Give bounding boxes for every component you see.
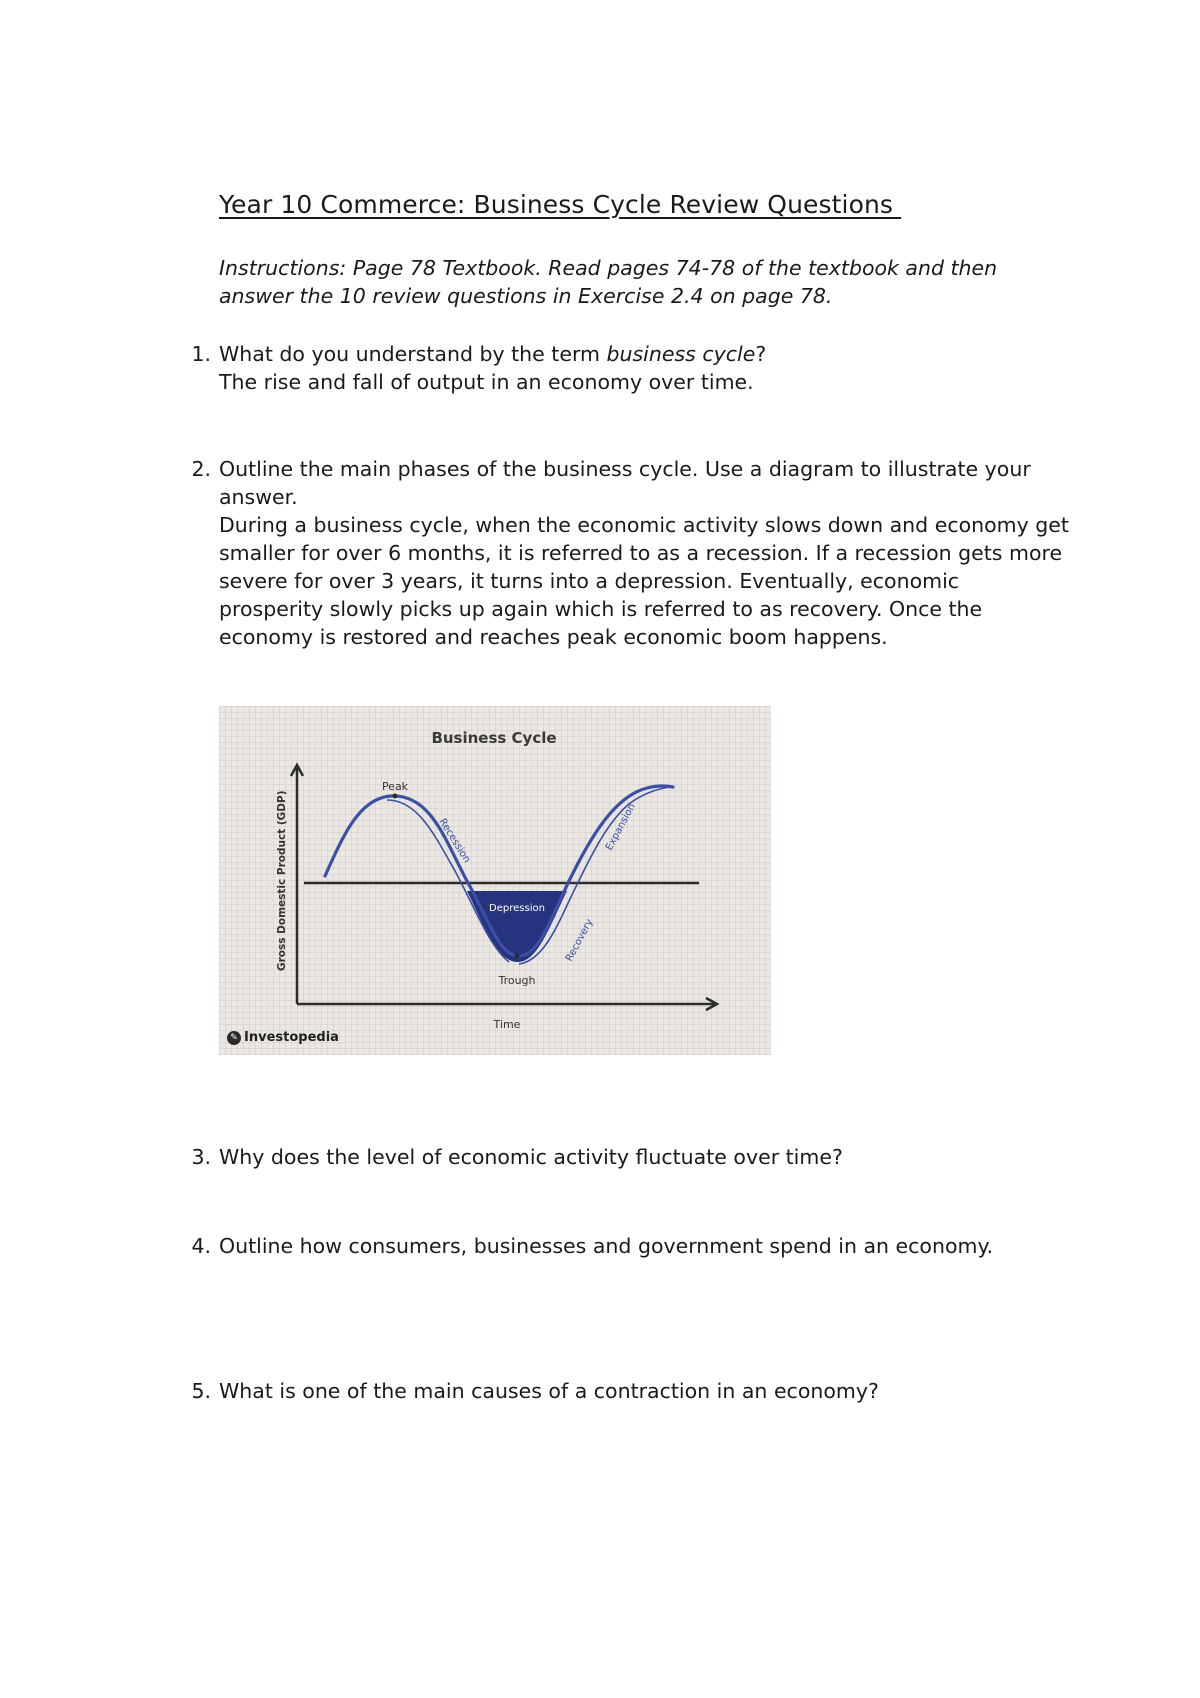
business-cycle-diagram [219,706,771,1055]
investopedia-icon: ✎ [227,1031,241,1045]
question-text: Outline how consumers, businesses and government spend in an economy. [219,1234,994,1258]
trough-label: Trough [498,974,536,987]
business-cycle-svg [219,706,771,1055]
x-axis-label: Time [493,1018,521,1031]
depression-label: Depression [489,903,545,914]
question-text: Outline the main phases of the business cycle. Use a diagram to illustrate your answer. [219,457,1031,509]
expansion-label: Expansion [603,801,638,853]
answer-text: The rise and fall of output in an economy over time. [219,370,754,394]
document-title: Year 10 Commerce: Business Cycle Review Questions [219,190,902,219]
question-number: 4. [191,1234,211,1258]
y-axis-label: Gross Domestic Product (GDP) [276,790,288,971]
question-number: 2. [191,457,211,481]
question-2 [191,455,1069,651]
question-number: 5. [191,1379,211,1403]
instructions-text: Instructions: Page 78 Textbook. Read pages 74-78 of the textbook and then answer the 10 review questions in Exercise 2.4 on page 78. [219,256,998,308]
question-number: 1. [191,342,211,366]
depression-area [467,891,567,962]
recession-label: Recession [436,816,473,865]
question-text: What do you understand by the term business cycle? [219,342,767,366]
question-text: What is one of the main causes of a contraction in an economy? [219,1379,879,1403]
figure-title: Business Cycle [431,729,557,747]
question-3 [191,1143,1069,1171]
source-label: Investopedia [244,1030,339,1045]
peak-point [393,794,398,799]
peak-label: Peak [381,780,409,793]
question-text: Why does the level of economic activity fluctuate over time? [219,1145,843,1169]
recovery-label: Recovery [563,917,596,964]
answer-text: During a business cycle, when the economic activity slows down and economy get smaller for over 6 months, it is referred to as a recession. If a recession gets more severe for over 3 years, it turns into a depression. Eventually, economic prosperity slowly picks up again which is referred to as recovery. Once the economy is restored and reaches peak economic boom happens. [219,513,1069,649]
investopedia-logo [227,1030,339,1045]
question-1 [191,340,1069,396]
term-emphasis: business cycle [606,342,756,366]
question-4 [191,1232,1069,1260]
question-5 [191,1377,1069,1405]
question-number: 3. [191,1145,211,1169]
trough-point [515,954,520,959]
